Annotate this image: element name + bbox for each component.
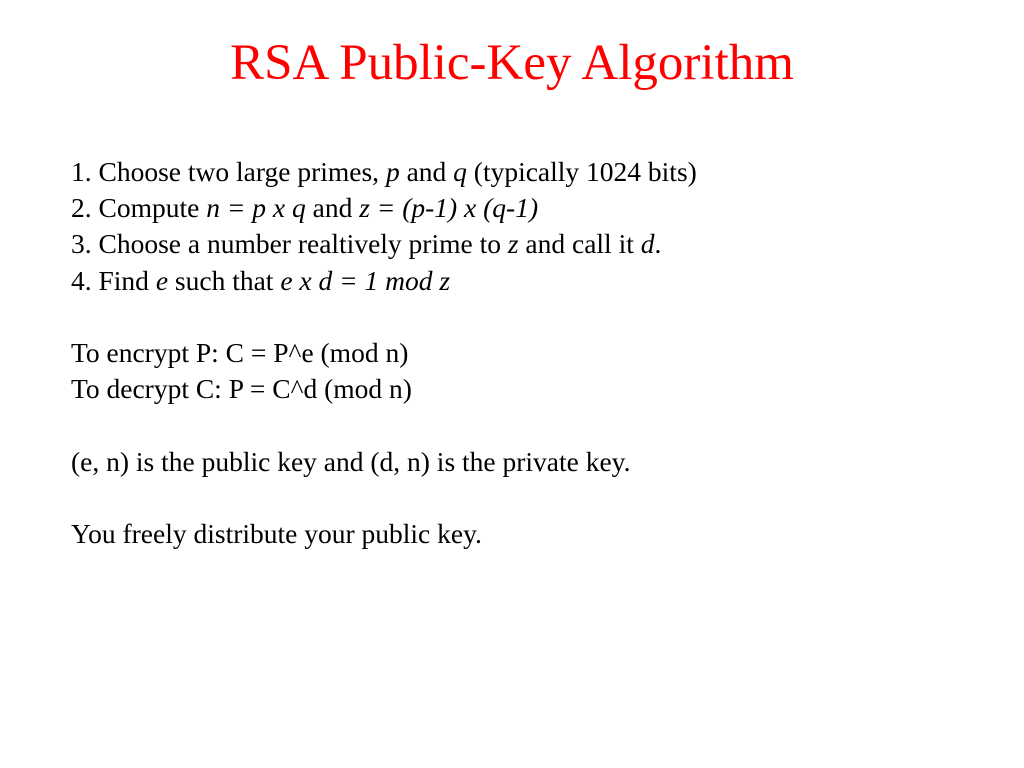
distribute-note: You freely distribute your public key. xyxy=(71,517,482,549)
step-4-middle: such that xyxy=(168,264,281,296)
step-3-z: z xyxy=(507,228,519,260)
step-1-prefix: 1. Choose two large primes, xyxy=(71,156,386,187)
step-1-p: p xyxy=(385,156,400,187)
step-1-and: and xyxy=(399,156,454,187)
step-2-n-expression: n = p x q xyxy=(206,192,306,224)
step-2-z-expression: z = (p-1) x (q-1) xyxy=(359,192,539,224)
step-3-d: d xyxy=(640,228,655,260)
step-3 xyxy=(71,226,991,262)
decrypt-line: To decrypt C: P = C^d (mod n) xyxy=(71,373,412,405)
slide-title: RSA Public-Key Algorithm xyxy=(230,35,794,91)
step-4-expression: e x d = 1 mod z xyxy=(280,264,451,296)
step-1-q: q xyxy=(453,156,467,187)
step-3-middle: and call it xyxy=(518,228,641,260)
step-3-prefix: 3. Choose a number realtively prime to xyxy=(71,228,508,260)
spacer xyxy=(71,407,991,443)
step-2-and: and xyxy=(305,192,360,224)
spacer xyxy=(71,299,991,335)
step-1 xyxy=(71,154,991,190)
spacer xyxy=(71,480,991,516)
step-4 xyxy=(71,263,991,299)
keys-note: (e, n) is the public key and (d, n) is the private key. xyxy=(71,445,631,477)
slide-body xyxy=(71,154,991,552)
step-4-e: e xyxy=(155,264,169,296)
encrypt-line: To encrypt P: C = P^e (mod n) xyxy=(71,337,409,368)
step-4-prefix: 4. Find xyxy=(71,264,156,296)
step-2 xyxy=(71,190,991,226)
step-1-suffix: (typically 1024 bits) xyxy=(466,156,697,187)
step-2-prefix: 2. Compute xyxy=(71,192,207,224)
step-3-suffix: . xyxy=(654,228,662,260)
